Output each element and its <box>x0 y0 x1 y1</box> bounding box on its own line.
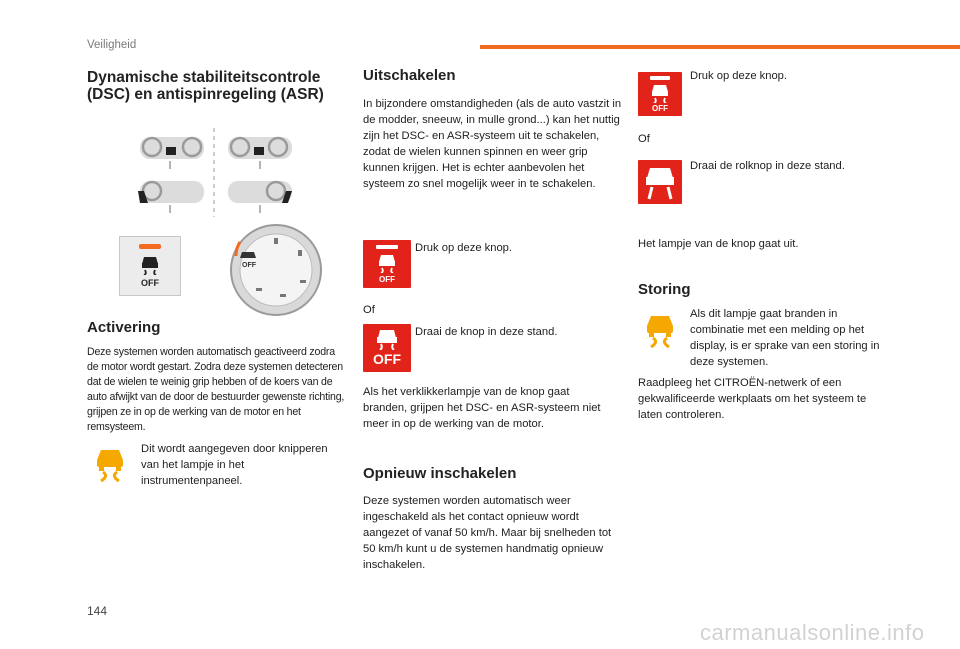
section-title: Veiligheid <box>87 39 137 51</box>
page-title: Dynamische stabiliteitscontrole (DSC) en antispinregeling (ASR) <box>87 69 324 103</box>
skid-car-icon <box>378 253 396 273</box>
skid-car-icon <box>141 255 159 275</box>
page-number: 144 <box>87 604 108 618</box>
dsc-off-icon-right: OFF <box>638 72 682 116</box>
right-or: Of <box>638 133 650 145</box>
uitschakelen-result: Als het verklikkerlampje van de knop gaat branden, grijpen het DSC- en ASR-systeem niet meer in op de werking van de motor. <box>363 386 601 430</box>
activering-body: Deze systemen worden automatisch geactiveerd zodra de motor wordt gestart. Zodra deze systemen detecteren dat de wielen te weinig grip hebben of de koers van de auto afwijkt van de door de bestuurder gewenste richting, grijpen ze in op de werking van de motor en het remsysteem. <box>87 346 345 433</box>
watermark: carmanualsonline.info <box>700 620 925 645</box>
dsc-knob-position-icon <box>638 160 682 204</box>
skid-car-icon <box>651 83 669 103</box>
skid-car-icon <box>376 328 398 350</box>
activering-heading: Activering <box>87 319 161 336</box>
dashboard-illustration <box>130 125 310 220</box>
activering-indicator-text: Dit wordt aangegeven door knipperen van het lampje in het instrumentenpaneel. <box>141 443 328 487</box>
right-knob-text: Draai de rolknop in deze stand. <box>690 160 845 172</box>
button-led <box>139 244 161 249</box>
opnieuw-heading: Opnieuw inschakelen <box>363 465 517 482</box>
uitschakelen-or: Of <box>363 304 375 316</box>
header-accent-bar <box>480 45 960 49</box>
dsc-off-icon: OFF <box>363 240 411 288</box>
skid-car-icon <box>644 166 676 200</box>
storing-heading: Storing <box>638 281 691 298</box>
dsc-warning-icon <box>93 447 127 483</box>
dsc-off-knob-icon: OFF <box>363 324 411 372</box>
opnieuw-body: Deze systemen worden automatisch weer ingeschakeld als het contact opnieuw wordt aangezet of vanaf 50 km/h. Maar bij snelheden tot 50 km/h kunt u de systemen handmatig opnieuw inschakelen. <box>363 495 612 571</box>
dsc-warning-icon <box>643 313 677 349</box>
right-press-text: Druk op deze knop. <box>690 70 788 82</box>
right-result: Het lampje van de knop gaat uit. <box>638 238 799 250</box>
dsc-off-button: OFF <box>119 236 181 296</box>
storing-advice: Raadpleeg het CITROËN-netwerk of een gekwalificeerde werkplaats om het systeem te laten controleren. <box>638 377 867 421</box>
rotary-knob <box>228 222 324 318</box>
storing-indicator-text: Als dit lampje gaat branden in combinatie met een melding op het display, is er sprake van een storing in deze systemen. <box>690 308 880 368</box>
uitschakelen-body: In bijzondere omstandigheden (als de auto vastzit in de modder, sneeuw, in mulle grond...) kan het nuttig zijn het DSC- en ASR-systeem uit te schakelen, zodat de wielen kunnen spinnen en weer grip kunnen krijgen. Het is echter aanbevolen het systeem zo snel mogelijk weer in te schakelen. <box>363 98 622 190</box>
uitschakelen-knob-text: Draai de knop in deze stand. <box>415 326 558 338</box>
uitschakelen-heading: Uitschakelen <box>363 67 456 84</box>
uitschakelen-press-text: Druk op deze knop. <box>415 242 513 254</box>
